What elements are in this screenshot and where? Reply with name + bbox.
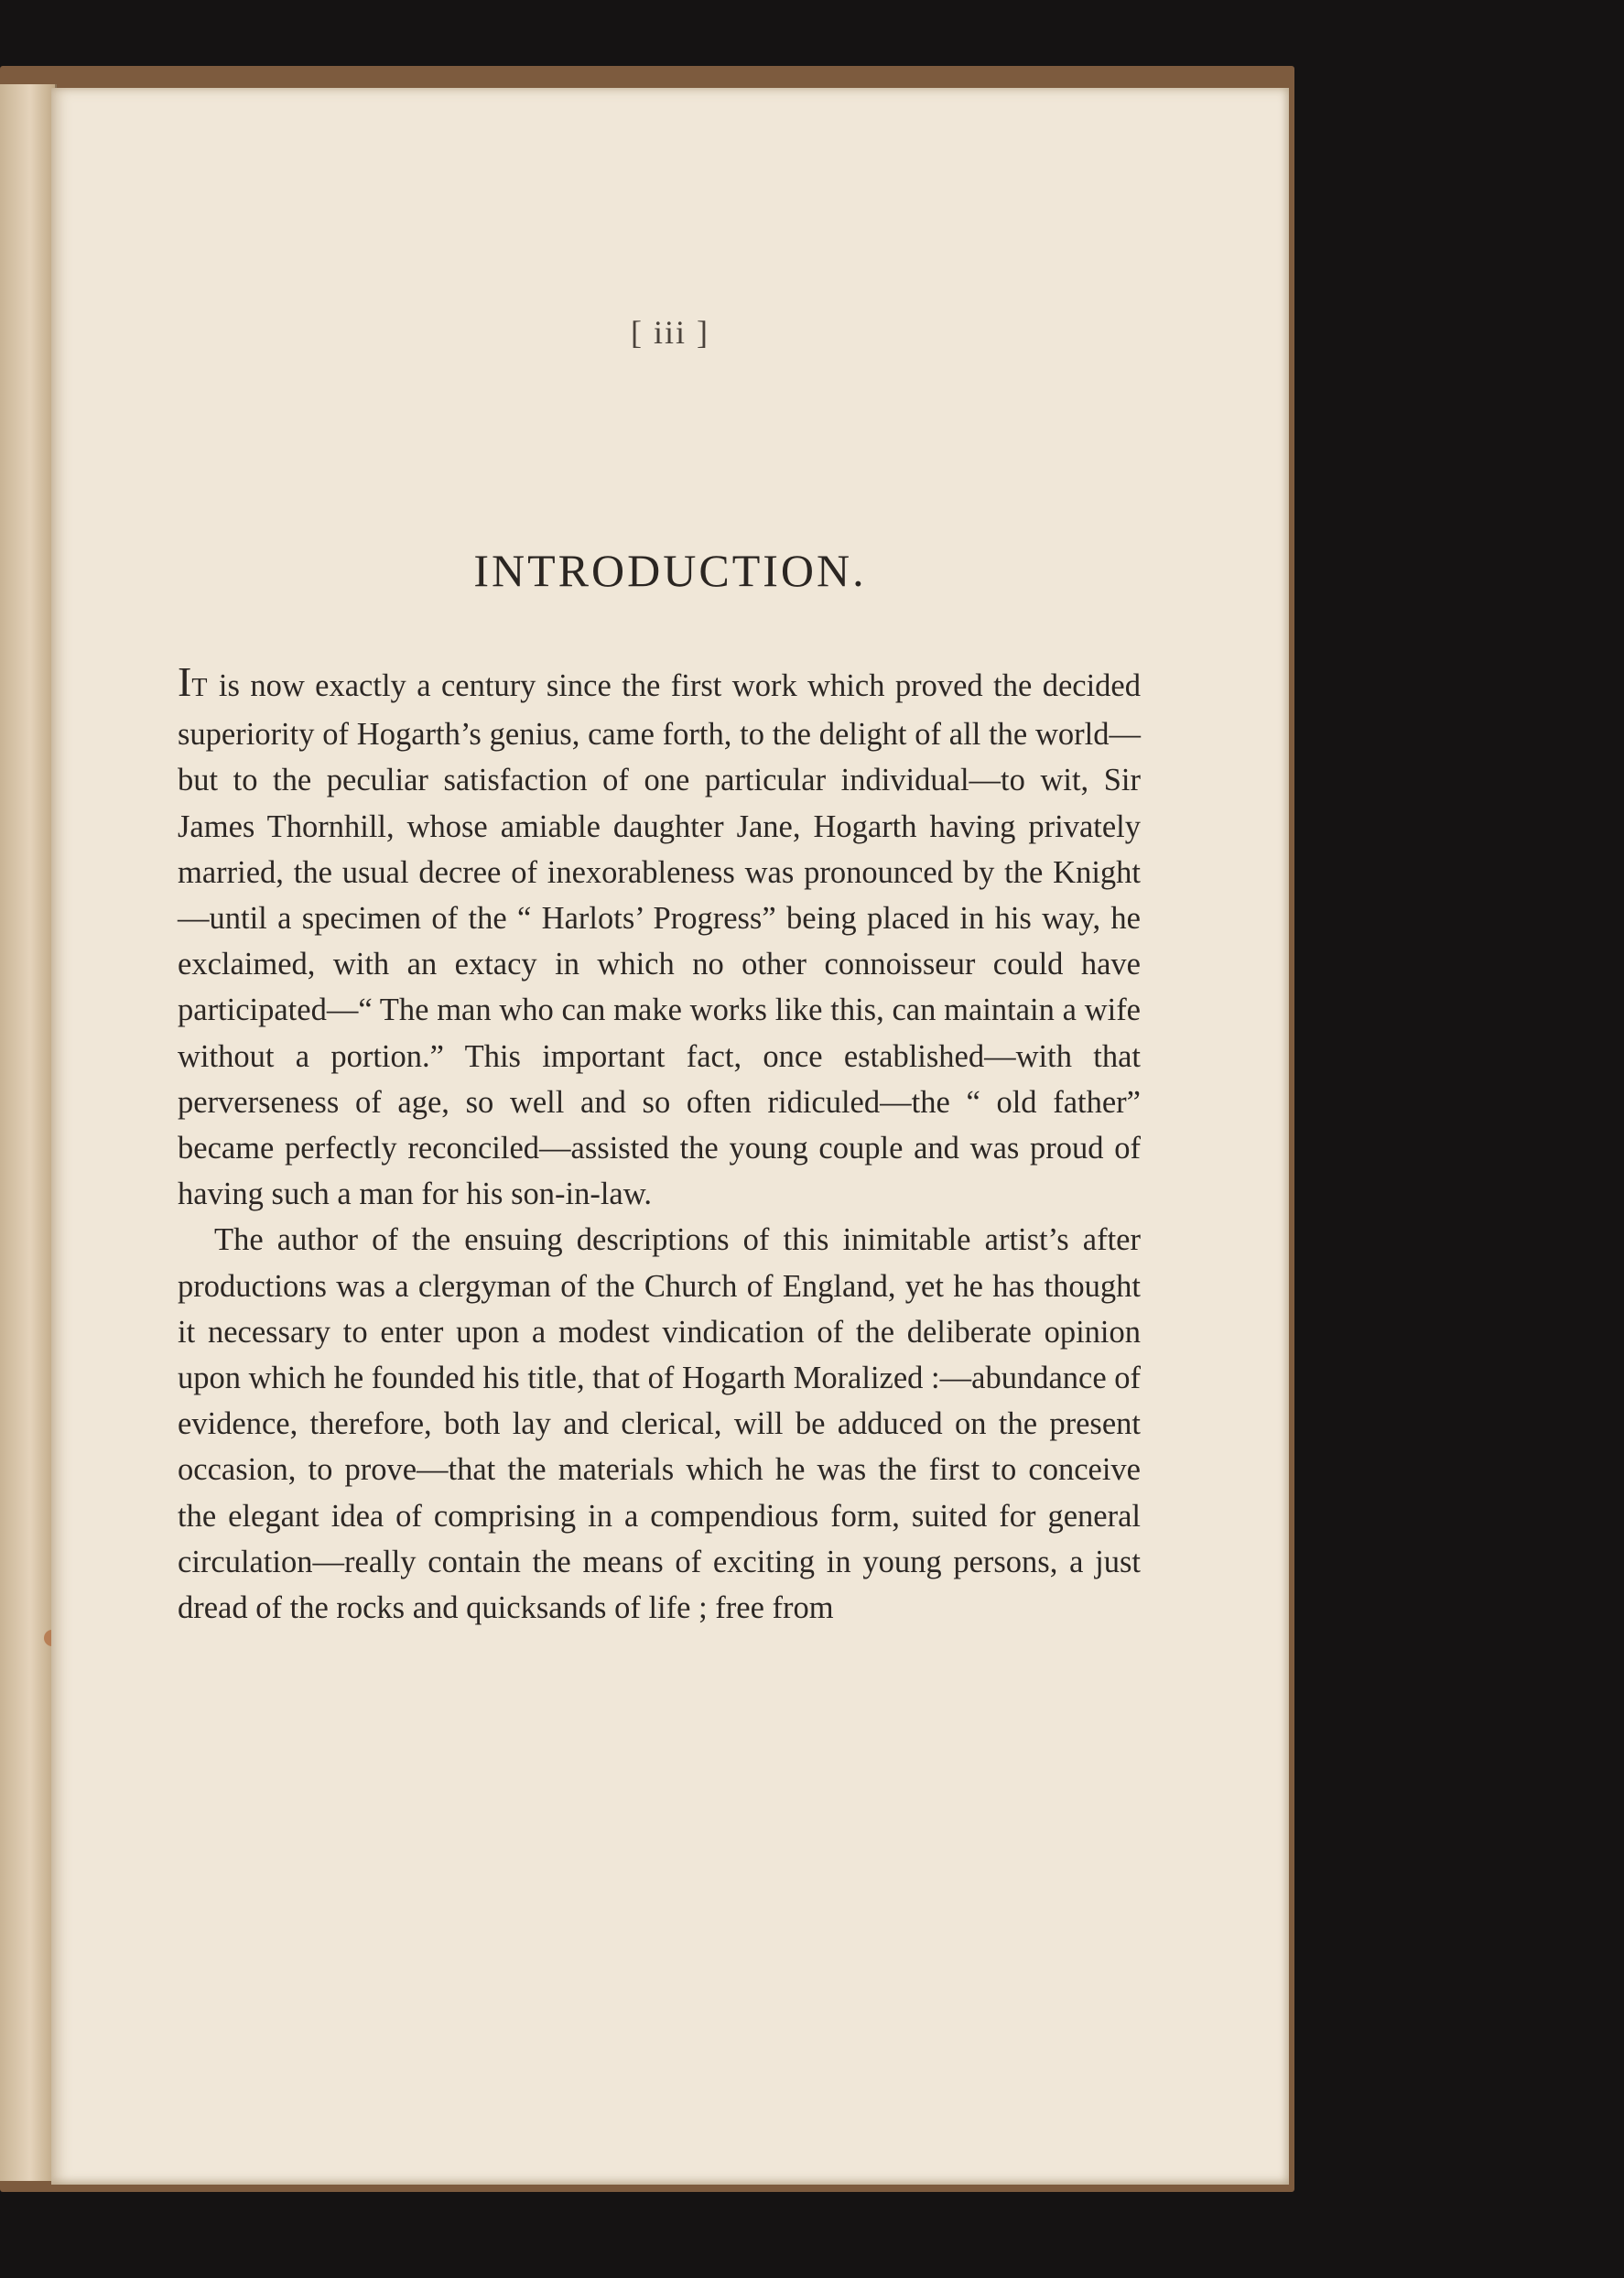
chapter-title: INTRODUCTION.	[473, 545, 867, 596]
drop-capital: I	[178, 658, 192, 705]
facing-page-edge	[0, 84, 57, 2181]
paragraph-1	[178, 658, 1141, 1217]
page-number: [ iii ]	[631, 314, 709, 351]
body-text	[178, 658, 1141, 1631]
paragraph-1-text: is now exactly a century since the first work which proved the decided superiority of Hogarth’s genius, came forth, to the delight of all the world—but to the peculiar satisfaction of one particular individual—to wit, Sir James Thornhill, whose amiable daughter Jane, Hogarth having privately married, the usual decree of inexorableness was pronounced by the Knight—until a specimen of the “ Harlots’ Progress” being placed in his way, he exclaimed, with an extacy in which no other connoisseur could have participated—“ The man who can make works like this, can maintain a wife without a portion.” This important fact, once established—with that perverseness of age, so well and so often ridiculed—the “ old father” became perfectly reconciled—assisted the young couple and was proud of having such a man for his son-in-law.	[178, 668, 1141, 1212]
small-capital: T	[191, 674, 209, 702]
paragraph-2: The author of the ensuing descriptions of this inimitable artist’s after productions was a clergyman of the Church of England, yet he has thought it necessary to enter upon a modest vindication of the deliberate opinion upon which he founded his title, that of Hogarth Moralized :—abundance of evidence, therefore, both lay and clerical, will be adduced on the present occasion, to prove—that the materials which he was the first to conceive the elegant idea of comprising in a compendious form, suited for general circulation—really contain the means of exciting in young persons, a just dread of the rocks and quicksands of life ; free from	[178, 1222, 1141, 1626]
